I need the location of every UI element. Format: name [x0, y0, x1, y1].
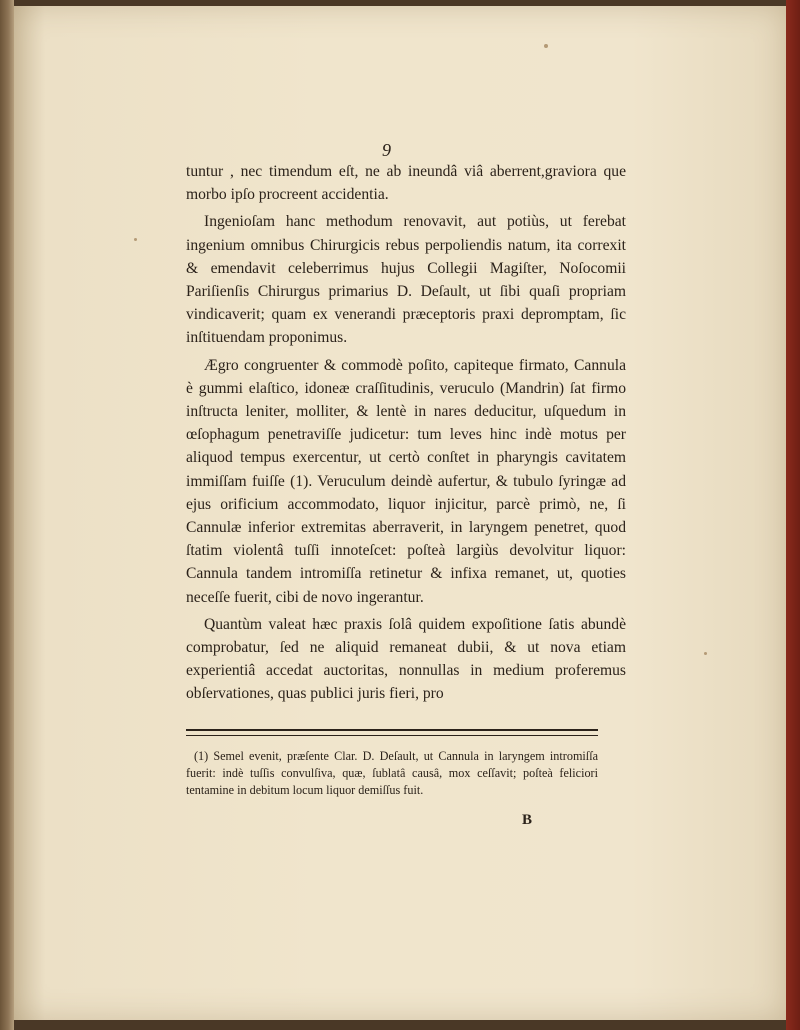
page-number: 9	[382, 140, 391, 160]
paragraph: Ægro congruenter & commodè poſito, capiteque firmato, Cannula è gummi elaſtico, idoneæ craſſitudinis, veruculo (Mandrin) ſat firmo inſtructa leniter, molliter, & lentè in nares deducitur, uſquedum in œſophagum penetraviſſe judicetur: tum leves hinc indè motus per aliquod tempus exercentur, ut certò conſtet in pharyngis cavitatem immiſſam fuiſſe (1). Veruculum deindè aufertur, & tubulo ſyringæ ad ejus orificium accommodato, liquor injicitur, parcè primò, ne, ſi Cannulæ inferior extremitas aberraverit, in laryngem penetret, quod ſtatim violentâ tuſſi innoteſcet: poſteà largiùs devolvitur liquor: Cannula tandem intromiſſa retinetur & infixa remanet, ut, quoties neceſſe fuerit, cibi de novo ingerantur.	[186, 356, 626, 606]
paper-speck	[704, 652, 707, 655]
footnote-text: (1) Semel evenit, præſente Clar. D. Deſault, ut Cannula in laryngem intromiſſa fuerit: indè tuſſis convulſiva, quæ, ſublatâ causâ, mox ceſſavit; poſteà feliciori tentamine in debitum locum liquor demiſſus fuit.	[186, 749, 598, 797]
footnote	[186, 748, 598, 799]
paper-speck	[544, 44, 548, 48]
paragraph: tuntur , nec timendum eſt, ne ab ineundâ viâ aberrent,graviora que morbo ipſo procreent accidentia.	[186, 163, 626, 204]
cover-edge	[786, 0, 800, 1030]
paragraph: Ingenioſam hanc methodum renovavit, aut potiùs, ut ferebat ingenium omnibus Chirurgicis rebus perpoliendis natum, ita correxit & emendavit celeberrimus hujus Collegii Magiſter, Noſocomii Pariſienſis Chirurgus primarius D. Deſault, ut ſibi quaſi propriam vindicaverit; quam ex venerandi præceptoris praxi depromptam, ſic inſtituendam proponimus.	[186, 213, 626, 347]
signature-mark: B	[522, 812, 533, 828]
footnote-rule	[186, 729, 598, 731]
footnote-rule-thin	[186, 735, 598, 736]
paragraph: Quantùm valeat hæc praxis ſolâ quidem expoſitione ſatis abundè comprobatur, ſed ne aliquid remaneat dubii, & ut nova etiam experientiâ accedat auctoritas, nonnullas in medium proferemus obſervationes, quas publici juris fieri, pro	[186, 615, 626, 703]
paper-speck	[134, 238, 137, 241]
body-text	[186, 160, 626, 706]
binding-edge	[0, 0, 14, 1030]
